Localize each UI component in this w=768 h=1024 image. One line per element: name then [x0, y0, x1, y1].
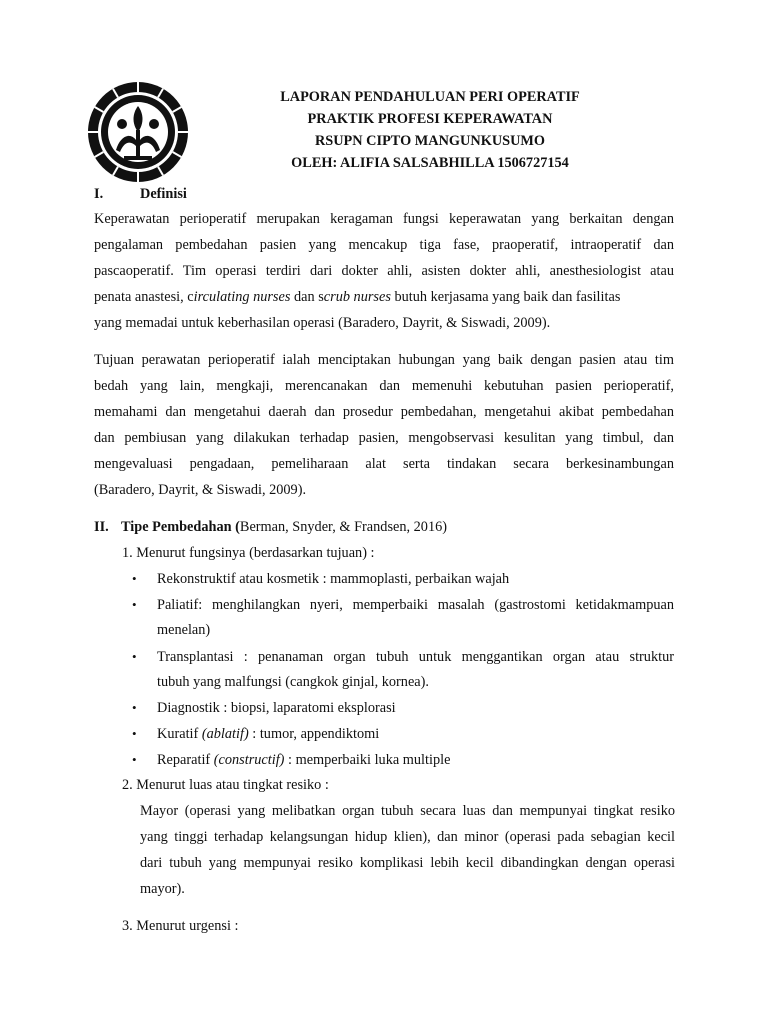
header-hospital: RSUPN CIPTO MANGUNKUSUMO [314, 133, 546, 149]
paragraph-1-line: yang memadai untuk keberhasilan operasi (Baradero, Dayrit, & Siswadi, 2009). [94, 315, 551, 331]
list-item-2: 2. Menurut luas atau tingkat resiko : [122, 777, 329, 793]
bullet-item-cont: menelan) [157, 622, 211, 638]
list-item-1: 1. Menurut fungsinya (berdasarkan tujuan) : [122, 545, 375, 561]
bullet-item-cont: tubuh yang malfungsi (cangkok ginjal, kornea). [157, 674, 429, 690]
paragraph-2-line: (Baradero, Dayrit, & Siswadi, 2009). [94, 482, 307, 498]
bullet-icon: • [132, 597, 137, 612]
paragraph-2-line: bedah yang lain, mengkaji, merencanakan dan memenuhi kebutuhan pasien perioperatif, [94, 378, 674, 394]
header-title: LAPORAN PENDAHULUAN PERI OPERATIF [280, 89, 580, 105]
text-span: Kuratif [157, 726, 202, 742]
document-header [190, 86, 670, 174]
bullet-icon: • [132, 571, 137, 586]
paragraph-2-line: Tujuan perawatan perioperatif ialah menciptakan hubungan yang baik dengan pasien atau tim [94, 352, 674, 368]
bullet-item: Diagnostik : biopsi, laparatomi eksplorasi [157, 700, 396, 716]
text-span: penata anastesi, c [94, 289, 194, 305]
text-span: butuh kerjasama yang baik dan fasilitas [390, 289, 621, 305]
bullet-item: Transplantasi : penanaman organ tubuh untuk menggantikan organ atau struktur [157, 649, 674, 665]
bullet-item [157, 752, 450, 769]
italic-term: (ablatif) [201, 726, 249, 742]
section-2-number: II. [94, 519, 109, 535]
paragraph-1-line: Keperawatan perioperatif merupakan keragaman fungsi keperawatan yang berkaitan dengan [94, 211, 674, 227]
list-item-2-text: dari tubuh yang mempunyai resiko komplikasi lebih kecil dibandingkan dengan operasi [140, 855, 675, 871]
bullet-icon: • [132, 752, 137, 767]
bullet-icon: • [132, 700, 137, 715]
section-2-citation: Berman, Snyder, & Frandsen, 2016) [239, 519, 448, 535]
list-item-2-text: mayor). [140, 881, 185, 897]
paragraph-1-line: pengalaman pembedahan pasien yang mencakup tiga fase, praoperatif, intraoperatif dan [94, 237, 674, 253]
list-item-2-text: Mayor (operasi yang melibatkan organ tubuh secara luas dan mempunyai tingkat resiko [140, 803, 675, 819]
bullet-icon: • [132, 649, 137, 664]
text-span: dan s [290, 289, 324, 305]
list-item-3: 3. Menurut urgensi : [122, 918, 239, 934]
paragraph-1-line [94, 289, 620, 306]
italic-term: irculating nurses [193, 289, 291, 305]
text-span: : tumor, appendiktomi [248, 726, 380, 742]
text-span: : memperbaiki luka multiple [284, 752, 451, 768]
bullet-item [157, 726, 379, 743]
university-logo [86, 80, 190, 184]
paragraph-1-line: pascaoperatif. Tim operasi terdiri dari dokter ahli, asisten dokter ahli, anesthesiologist atau [94, 263, 674, 279]
bullet-item: Paliatif: menghilangkan nyeri, memperbaiki masalah (gastrostomi ketidakmampuan [157, 597, 674, 613]
section-1-title: Definisi [140, 186, 187, 202]
paragraph-2-line: dan pembiusan yang dilakukan terhadap pasien, mengobservasi kesulitan yang timbul, dan [94, 430, 674, 446]
list-item-2-text: yang tinggi terhadap kelangsungan hidup klien), dan minor (operasi pada sebagian kecil [140, 829, 675, 845]
section-2-title: Tipe Pembedahan ( [121, 519, 240, 535]
section-2-heading [121, 519, 447, 536]
paragraph-2-line: mengevaluasi pengadaan, pemeliharaan alat serta tindakan secara berkesinambungan [94, 456, 674, 472]
paragraph-2-line: memahami dan mengetahui daerah dan prosedur pembedahan, mengetahui akibat pembedahan [94, 404, 674, 420]
header-program: PRAKTIK PROFESI KEPERAWATAN [307, 111, 553, 127]
section-1-number: I. [94, 186, 104, 202]
italic-term: (constructif) [213, 752, 285, 768]
header-author: OLEH: ALIFIA SALSABHILLA 1506727154 [291, 155, 569, 171]
bullet-icon: • [132, 726, 137, 741]
text-span: Reparatif [157, 752, 214, 768]
italic-term: crub nurses [323, 289, 391, 305]
bullet-item: Rekonstruktif atau kosmetik : mammoplasti, perbaikan wajah [157, 571, 510, 587]
